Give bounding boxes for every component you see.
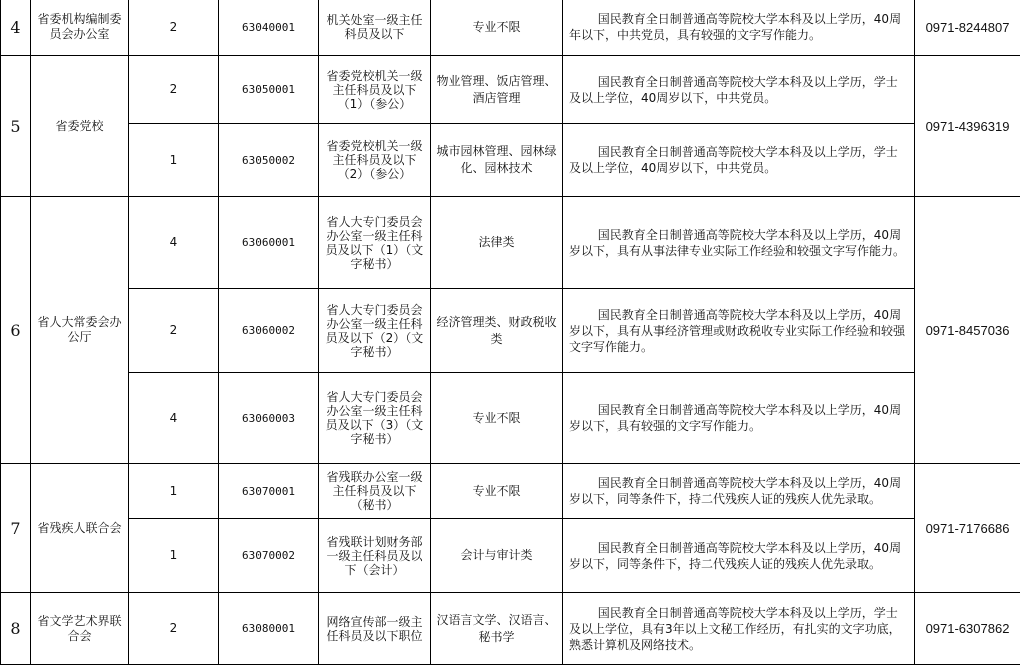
unit-name: 省残疾人联合会 [31, 464, 129, 593]
table-row [1, 0, 1020, 56]
table-row [1, 519, 1020, 593]
position-code: 63040001 [219, 0, 319, 56]
recruit-count: 1 [129, 464, 219, 519]
position-name: 省人大专门委员会办公室一级主任科员及以下（2）（文字秘书） [319, 289, 431, 373]
recruit-count: 2 [129, 56, 219, 124]
contact-phone: 0971-8457036 [915, 197, 1020, 464]
major-requirement: 专业不限 [431, 0, 563, 56]
table-row [1, 593, 1020, 665]
recruit-count: 2 [129, 0, 219, 56]
position-code: 63070001 [219, 464, 319, 519]
requirement-text: 国民教育全日制普通高等院校大学本科及以上学历，40周年以下，中共党员，具有较强的文字写作能力。 [569, 12, 902, 42]
table-row [1, 289, 1020, 373]
unit-name: 省委机构编制委员会办公室 [31, 0, 129, 56]
other-requirements [563, 124, 915, 197]
position-code: 63050001 [219, 56, 319, 124]
other-requirements [563, 289, 915, 373]
contact-phone: 0971-7176686 [915, 464, 1020, 593]
position-name: 省人大专门委员会办公室一级主任科员及以下（3）（文字秘书） [319, 373, 431, 464]
other-requirements [563, 197, 915, 289]
major-requirement: 物业管理、饭店管理、酒店管理 [431, 56, 563, 124]
row-number: 7 [1, 464, 31, 593]
requirement-text: 国民教育全日制普通高等院校大学本科及以上学历，40周岁以下，具有从事经济管理或财政税收专业实际工作经验和较强文字写作能力。 [569, 307, 906, 354]
other-requirements [563, 56, 915, 124]
major-requirement: 专业不限 [431, 464, 563, 519]
recruit-count: 1 [129, 519, 219, 593]
position-name: 省委党校机关一级主任科员及以下（1）（参公） [319, 56, 431, 124]
contact-phone: 0971-6307862 [915, 593, 1020, 665]
row-number: 6 [1, 197, 31, 464]
position-code: 63060002 [219, 289, 319, 373]
position-name: 省残联计划财务部一级主任科员及以下（会计） [319, 519, 431, 593]
major-requirement: 法律类 [431, 197, 563, 289]
major-requirement: 经济管理类、财政税收类 [431, 289, 563, 373]
position-name: 网络宣传部一级主任科员及以下职位 [319, 593, 431, 665]
table-row [1, 464, 1020, 519]
recruit-count: 4 [129, 373, 219, 464]
position-code: 63080001 [219, 593, 319, 665]
row-number: 4 [1, 0, 31, 56]
requirement-text: 国民教育全日制普通高等院校大学本科及以上学历，40周岁以下，具有较强的文字写作能力。 [569, 403, 902, 433]
position-name: 省残联办公室一级主任科员及以下（秘书） [319, 464, 431, 519]
other-requirements [563, 373, 915, 464]
unit-name: 省文学艺术界联合会 [31, 593, 129, 665]
requirement-text: 国民教育全日制普通高等院校大学本科及以上学历，40周岁以下，具有从事法律专业实际工作经验和较强文字写作能力。 [569, 227, 906, 258]
position-name: 省人大专门委员会办公室一级主任科员及以下（1）（文字秘书） [319, 197, 431, 289]
row-number: 8 [1, 593, 31, 665]
unit-name: 省人大常委会办公厅 [31, 197, 129, 464]
table-row [1, 56, 1020, 124]
position-name: 机关处室一级主任科员及以下 [319, 0, 431, 56]
major-requirement: 会计与审计类 [431, 519, 563, 593]
contact-phone: 0971-8244807 [915, 0, 1020, 56]
recruit-count: 1 [129, 124, 219, 197]
recruit-count: 2 [129, 289, 219, 373]
unit-name: 省委党校 [31, 56, 129, 197]
other-requirements [563, 519, 915, 593]
table-row [1, 197, 1020, 289]
requirement-text: 国民教育全日制普通高等院校大学本科及以上学历，学士及以上学位，40周岁以下，中共党员。 [569, 145, 898, 175]
other-requirements [563, 593, 915, 665]
table-row [1, 373, 1020, 464]
recruit-count: 4 [129, 197, 219, 289]
position-code: 63050002 [219, 124, 319, 197]
requirement-text: 国民教育全日制普通高等院校大学本科及以上学历，学士及以上学位，40周岁以下，中共党员。 [569, 74, 898, 105]
other-requirements [563, 0, 915, 56]
row-number: 5 [1, 56, 31, 197]
major-requirement: 专业不限 [431, 373, 563, 464]
contact-phone: 0971-4396319 [915, 56, 1020, 197]
requirement-text: 国民教育全日制普通高等院校大学本科及以上学历，学士及以上学位，具有3年以上文秘工作经历，有扎实的文字功底，熟悉计算机及网络技术。 [569, 605, 901, 652]
other-requirements [563, 464, 915, 519]
table-row [1, 124, 1020, 197]
major-requirement: 城市园林管理、园林绿化、园林技术 [431, 124, 563, 197]
requirement-text: 国民教育全日制普通高等院校大学本科及以上学历，40周岁以下，同等条件下，持二代残疾人证的残疾人优先录取。 [569, 476, 902, 506]
position-name: 省委党校机关一级主任科员及以下（2）（参公） [319, 124, 431, 197]
position-code: 63070002 [219, 519, 319, 593]
major-requirement: 汉语言文学、汉语言、秘书学 [431, 593, 563, 665]
position-code: 63060001 [219, 197, 319, 289]
position-code: 63060003 [219, 373, 319, 464]
recruit-count: 2 [129, 593, 219, 665]
requirement-text: 国民教育全日制普通高等院校大学本科及以上学历，40周岁以下，同等条件下，持二代残疾人证的残疾人优先录取。 [569, 540, 902, 571]
